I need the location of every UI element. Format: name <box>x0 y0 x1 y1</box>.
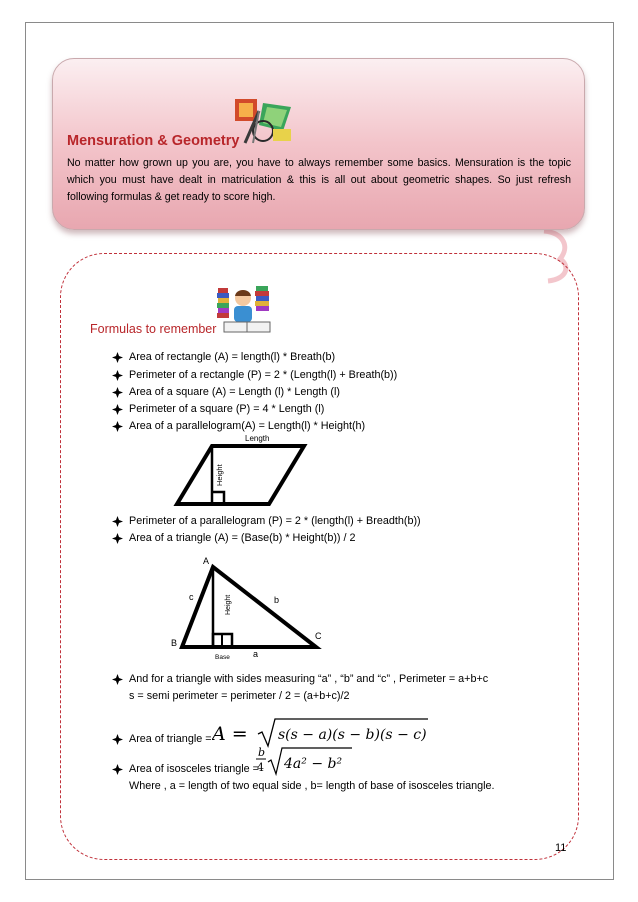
formula-rectangle-perimeter: Perimeter of a rectangle (P) = 2 * (Length(l) + Breath(b)) <box>129 369 398 381</box>
page-title: Mensuration & Geometry <box>67 133 240 149</box>
parallelogram-diagram <box>170 432 310 508</box>
diamond-bullet-icon <box>112 764 123 775</box>
isosceles-explanation: Where , a = length of two equal side , b= length of base of isosceles triangle. <box>129 780 495 792</box>
header-box <box>52 58 585 230</box>
isosceles-formula-label: Area of isosceles triangle = <box>129 763 259 775</box>
intro-paragraph: No matter how grown up you are, you have to always remember some basics. Mensuration is the topic which you must have dealt in matriculation & this is all out about geometric shapes. So just refresh following formulas & get ready to score high. <box>67 157 571 203</box>
side-a-label: a <box>253 649 259 659</box>
formula-rectangle-area: Area of rectangle (A) = length(l) * Breath(b) <box>129 351 336 363</box>
base-label: Base <box>215 654 230 661</box>
semi-perimeter-line: s = semi perimeter = perimeter / 2 = (a+b+c)/2 <box>129 690 350 702</box>
diamond-bullet-icon <box>112 533 123 544</box>
diamond-bullet-icon <box>112 352 123 363</box>
formula-square-perimeter: Perimeter of a square (P) = 4 * Length (l) <box>129 403 325 415</box>
formula-square-area: Area of a square (A) = Length (l) * Length (l) <box>129 386 340 398</box>
diamond-bullet-icon <box>112 734 123 745</box>
formula-parallelogram-perimeter: Perimeter of a parallelogram (P) = 2 * (length(l) + Breadth(b)) <box>129 515 421 527</box>
side-c-label: c <box>189 592 194 602</box>
heron-radicand: s(s − a)(s − b)(s − c) <box>278 727 427 743</box>
side-b-label: b <box>274 595 280 605</box>
page-number: 11 <box>555 842 567 854</box>
diamond-bullet-icon <box>112 370 123 381</box>
length-label: Length <box>245 434 270 443</box>
studying-student-clipart <box>216 282 276 334</box>
diamond-bullet-icon <box>112 516 123 527</box>
diamond-bullet-icon <box>112 387 123 398</box>
vertex-a-label: A <box>203 556 210 566</box>
height-label: Height <box>215 464 224 486</box>
formula-triangle-perimeter: And for a triangle with sides measuring “a” , “b” and “c” , Perimeter = a+b+c <box>129 673 489 685</box>
isosceles-formula <box>256 744 356 778</box>
heron-formula-label: Area of triangle = <box>129 733 212 745</box>
formula-parallelogram-area: Area of a parallelogram(A) = Length(l) * Height(h) <box>129 420 366 432</box>
vertex-c-label: C <box>315 631 322 641</box>
diamond-bullet-icon <box>112 404 123 415</box>
formula-triangle-area: Area of a triangle (A) = (Base(b) * Height(b)) / 2 <box>129 532 356 544</box>
triangle-height-label: Height <box>225 594 232 615</box>
iso-radicand: 4a² − b² <box>284 756 343 772</box>
diamond-bullet-icon <box>112 674 123 685</box>
section-title: Formulas to remember <box>90 322 217 336</box>
triangle-diagram <box>170 553 330 661</box>
diamond-bullet-icon <box>112 421 123 432</box>
vertex-b-label: B <box>171 638 178 648</box>
heron-lhs: A = <box>212 723 248 745</box>
iso-numerator: b <box>258 746 266 759</box>
iso-denominator: 4 <box>257 761 264 774</box>
geometry-tools-clipart <box>233 97 295 145</box>
